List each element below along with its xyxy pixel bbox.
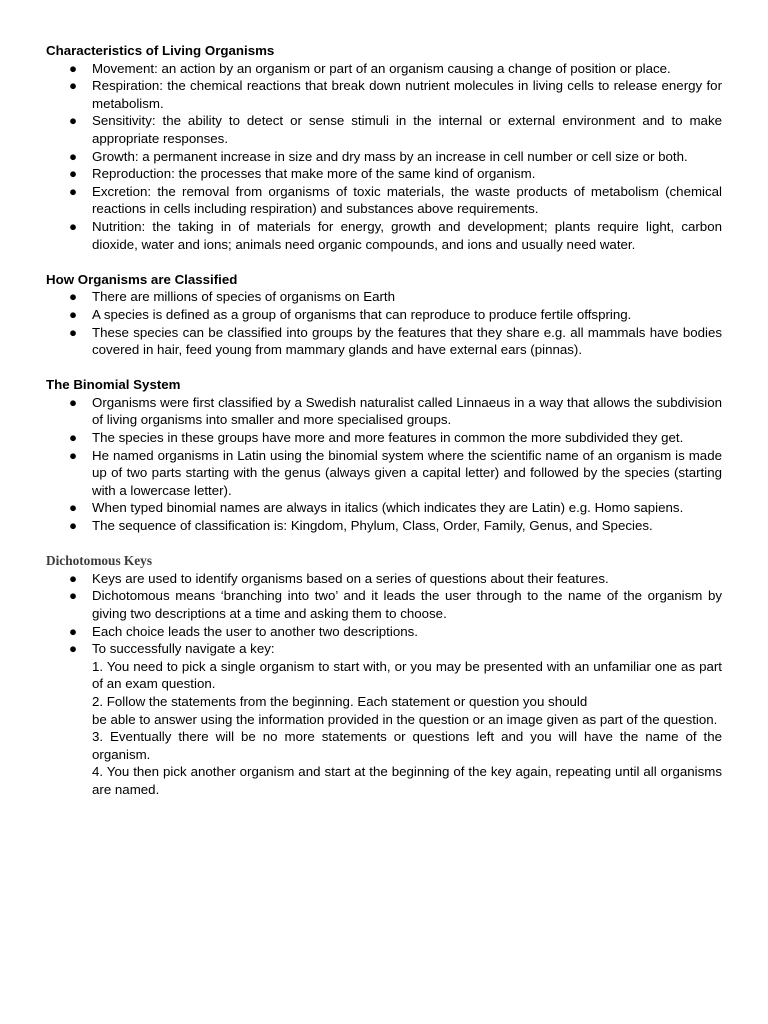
bullet-icon: ● [69,430,78,446]
bullet-icon: ● [69,218,78,234]
list-item [46,148,722,166]
list-item-text: He named organisms in Latin using the binomial system where the scientific name of an organism is made up of two parts starting with the genus (always given a capital letter) and followed by the species (starting with a lowercase letter). [92,447,722,498]
list-item [46,517,722,535]
bullet-icon: ● [69,641,78,657]
list-item [46,165,722,183]
list-item-text: There are millions of species of organisms on Earth [92,289,396,305]
list-item [46,587,722,622]
list-item [46,640,722,658]
bullet-icon: ● [69,518,78,534]
section-heading: Characteristics of Living Organisms [46,43,275,58]
list-item-text: These species can be classified into groups by the features that they share e.g. all mammals have bodies covered in hair, feed young from mammary glands and have external ears (pinnas). [92,324,722,358]
bullet-icon: ● [69,500,78,516]
bullet-icon: ● [69,289,78,305]
list-item-text: Excretion: the removal from organisms of toxic materials, the waste products of metabolism (chemical reactions in cells including respiration) and substances above requirements. [92,183,722,217]
list-item [46,447,722,500]
section-heading: How Organisms are Classified [46,271,238,287]
bullet-list [46,60,722,254]
section-classification [46,271,722,359]
list-item [46,77,722,112]
bullet-list [46,394,722,535]
list-item [46,288,722,306]
key-step: be able to answer using the information provided in the question or an image given as part of the question. [92,711,718,727]
section-dichotomous-keys [46,552,722,798]
list-item [46,183,722,218]
list-item-text: Growth: a permanent increase in size and dry mass by an increase in cell number or cell size or both. [92,148,688,164]
bullet-icon: ● [69,447,78,463]
list-item-text: Reproduction: the processes that make more of the same kind of organism. [92,166,536,182]
bullet-icon: ● [69,113,78,129]
list-item-text: The sequence of classification is: Kingdom, Phylum, Class, Order, Family, Genus, and Species. [92,518,653,534]
list-item [46,570,722,588]
list-item [46,112,722,147]
list-item-text: Keys are used to identify organisms based on a series of questions about their features. [92,570,609,586]
key-steps [46,658,722,799]
key-step: 4. You then pick another organism and start at the beginning of the key again, repeating until all organisms are named. [92,764,722,797]
key-step: 3. Eventually there will be no more statements or questions left and you will have the name of the organism. [92,729,722,762]
bullet-icon: ● [69,306,78,322]
list-item [46,218,722,253]
section-heading: Dichotomous Keys [46,553,153,569]
list-item [46,60,722,78]
list-item-text: Dichotomous means ‘branching into two’ and it leads the user through to the name of the organism by giving two descriptions at a time and asking them to choose. [92,588,722,621]
list-item [46,306,722,324]
bullet-icon: ● [69,570,78,586]
bullet-icon: ● [69,148,78,164]
document-page [46,42,722,816]
list-item-text: Each choice leads the user to another two descriptions. [92,623,418,639]
bullet-icon: ● [69,60,78,76]
list-item-text: Nutrition: the taking in of materials for energy, growth and development; plants require light, carbon dioxide, water and ions; animals need organic compounds, and ions and usually need water. [92,218,722,252]
bullet-icon: ● [69,78,78,94]
list-item [46,623,722,641]
section-binomial-system [46,376,722,534]
bullet-list [46,288,722,358]
list-item-text: Sensitivity: the ability to detect or sense stimuli in the internal or external environment and to make appropriate responses. [92,113,722,146]
bullet-icon: ● [69,394,78,410]
bullet-icon: ● [69,588,78,604]
bullet-list [46,570,722,658]
list-item [46,499,722,517]
section-heading: The Binomial System [46,377,181,393]
list-item-text: To successfully navigate a key: [92,641,275,657]
list-item-text: The species in these groups have more and more features in common the more subdivided they get. [92,430,684,446]
list-item-text: Respiration: the chemical reactions that break down nutrient molecules in living cells to release energy for metabolism. [92,78,722,111]
list-item-text: When typed binomial names are always in italics (which indicates they are Latin) e.g. Homo sapiens. [92,500,684,516]
section-characteristics [46,42,722,253]
list-item [46,324,722,359]
bullet-icon: ● [69,183,78,199]
bullet-icon: ● [69,166,78,182]
list-item [46,394,722,429]
list-item-text: Movement: an action by an organism or part of an organism causing a change of position or place. [92,60,671,76]
bullet-icon: ● [69,623,78,639]
key-step: 1. You need to pick a single organism to start with, or you may be presented with an unfamiliar one as part of an exam question. [92,658,722,692]
bullet-icon: ● [69,324,78,340]
list-item-text: A species is defined as a group of organisms that can reproduce to produce fertile offspring. [92,306,632,322]
list-item [46,429,722,447]
key-step: 2. Follow the statements from the beginning. Each statement or question you should [92,693,588,709]
list-item-text: Organisms were first classified by a Swedish naturalist called Linnaeus in a way that allows the subdivision of living organisms into smaller and more specialised groups. [92,394,722,428]
